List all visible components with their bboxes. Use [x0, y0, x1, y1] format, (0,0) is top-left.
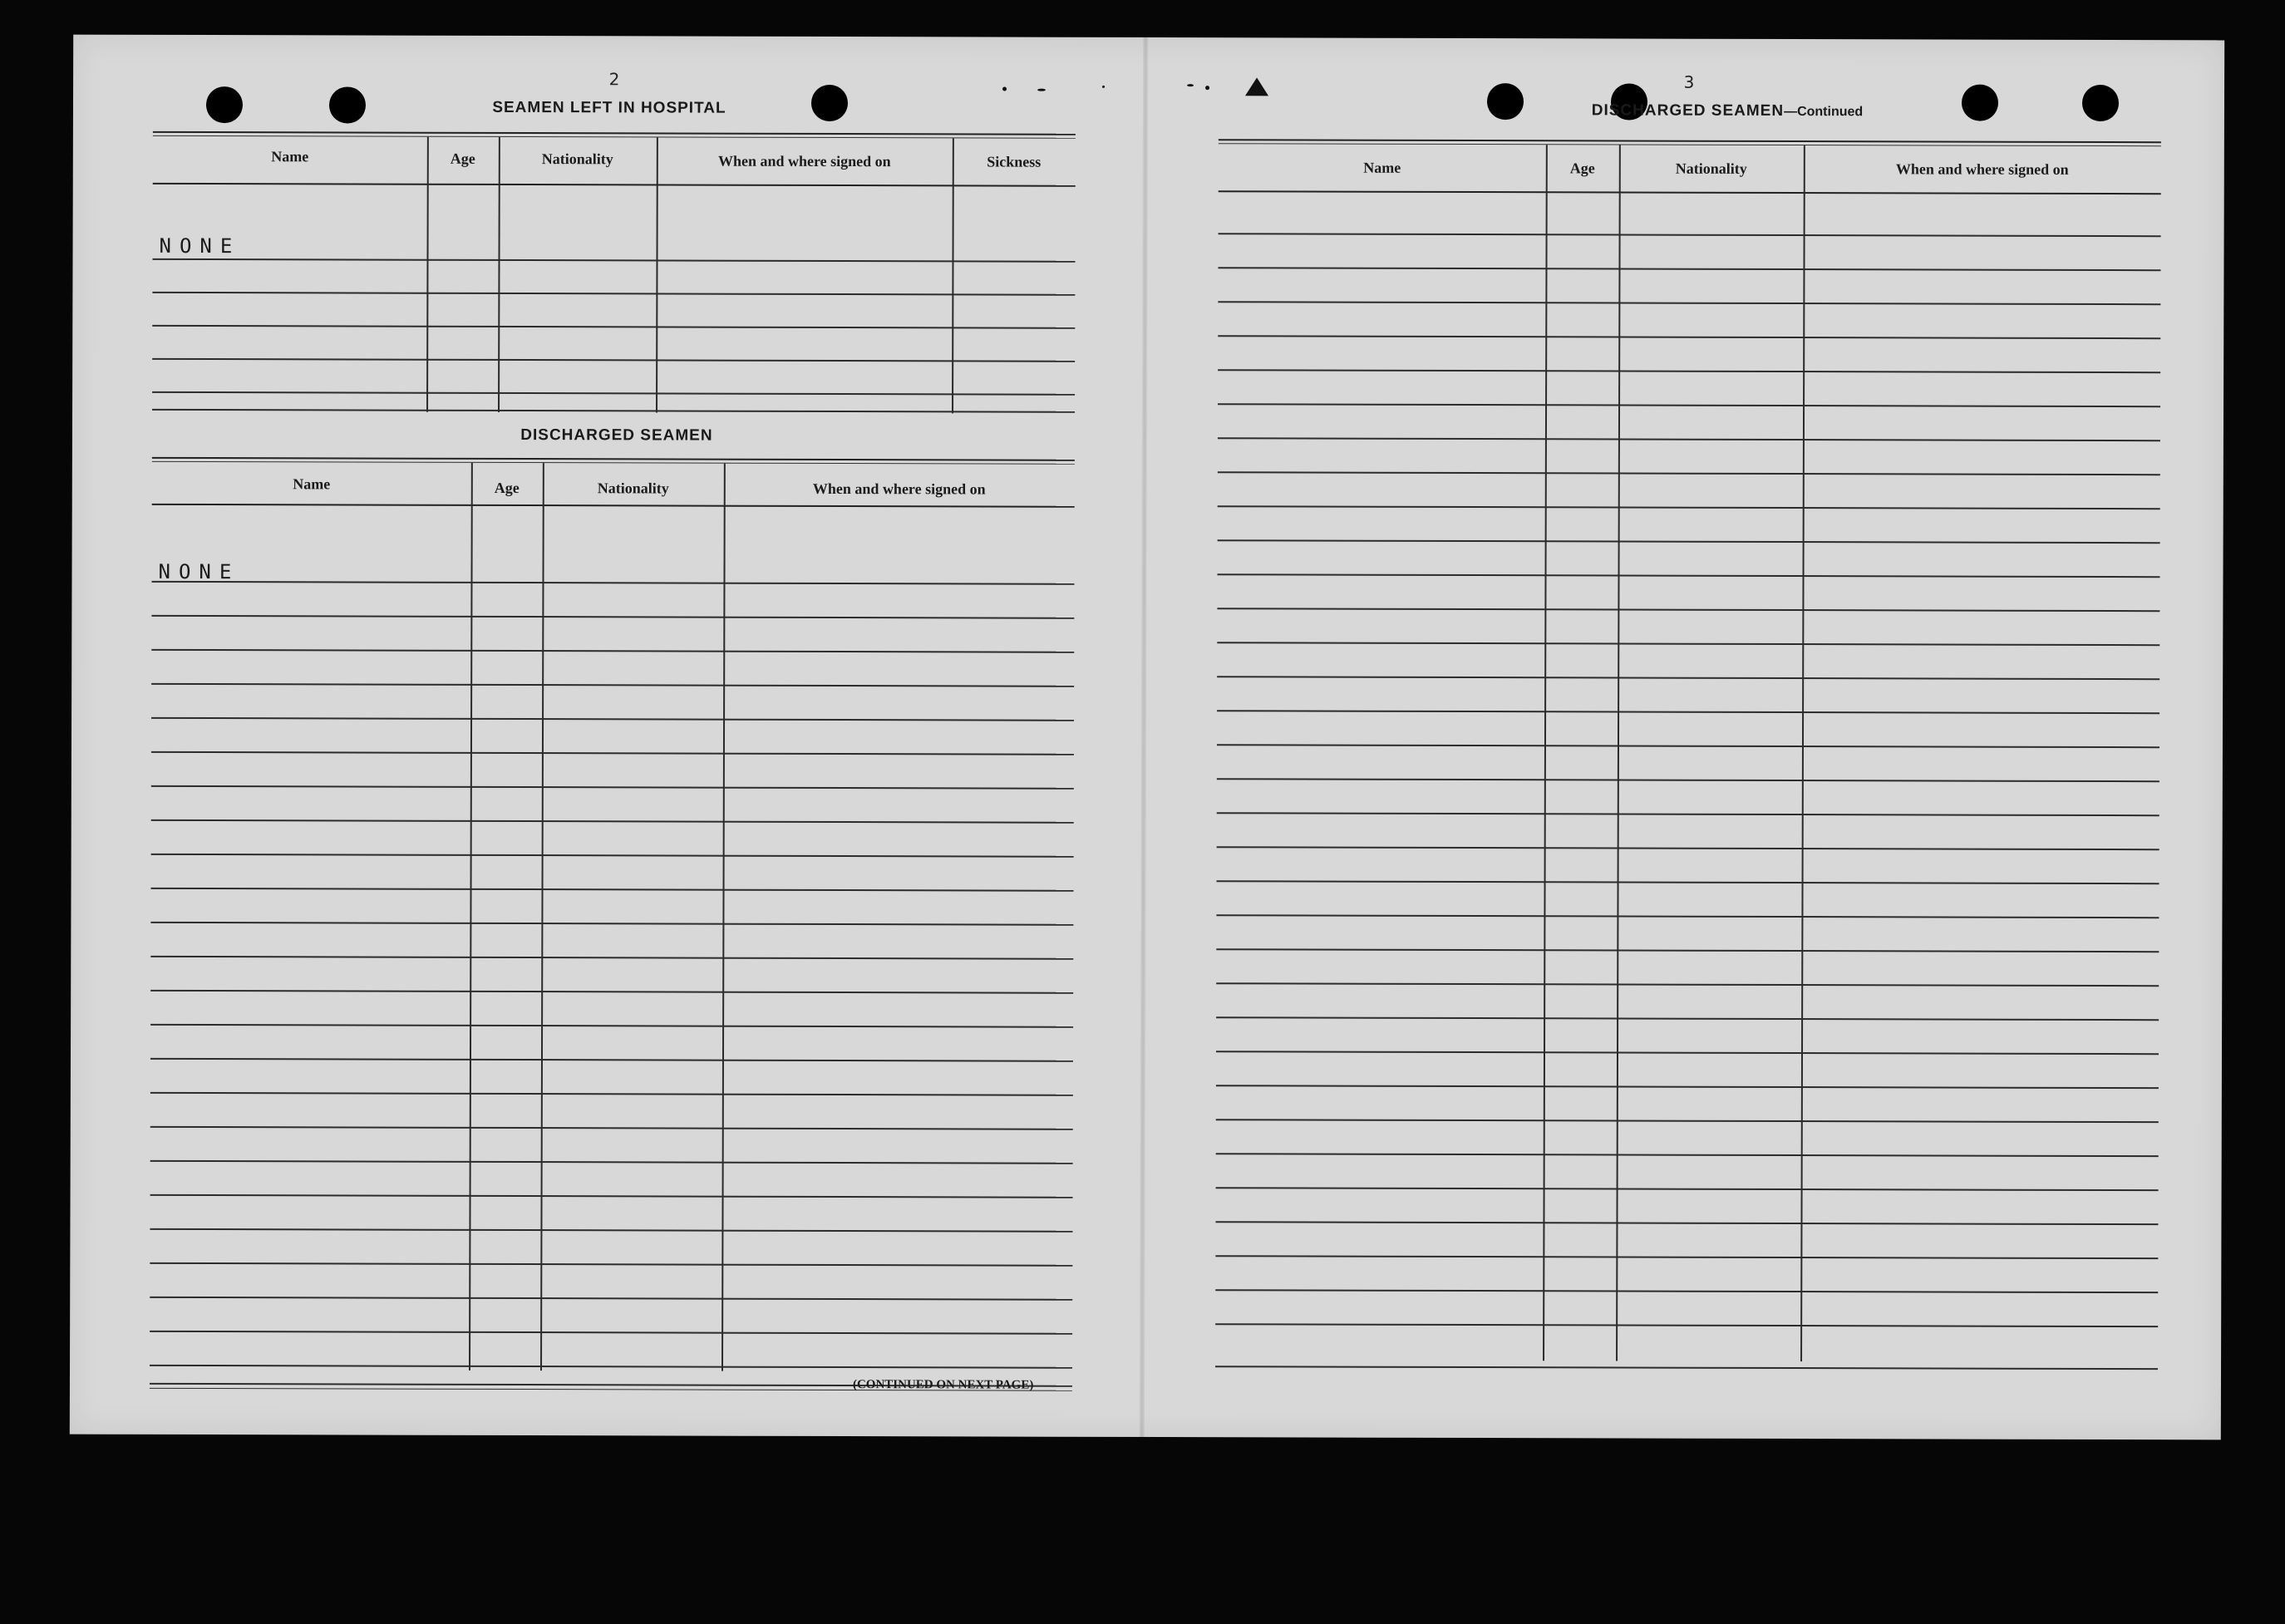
discharged-table [150, 457, 1075, 1415]
table-row [150, 1092, 1073, 1096]
table-row [1216, 1187, 2159, 1191]
table-row [1215, 1289, 2158, 1293]
table-row [1217, 812, 2159, 816]
column-header-age: Age [494, 479, 520, 497]
discharged-section-title: DISCHARGED SEAMEN [520, 426, 713, 445]
table-row [1218, 301, 2160, 305]
table-row [151, 683, 1074, 687]
column-header-nationality: Nationality [597, 480, 669, 497]
table-row [152, 325, 1075, 329]
continued-note: (CONTINUED ON NEXT PAGE) [852, 1378, 1034, 1392]
table-row [151, 785, 1074, 790]
column-header-nationality: Nationality [541, 150, 613, 168]
column-divider [469, 463, 473, 1371]
hospital-section-title: SEAMEN LEFT IN HOSPITAL [492, 98, 726, 117]
table-row [152, 358, 1075, 362]
ink-speck [1187, 84, 1194, 86]
column-header-signed-on: When and where signed on [717, 152, 891, 170]
punch-hole [2082, 85, 2119, 121]
column-header-age: Age [1569, 160, 1595, 177]
table-rule [153, 131, 1076, 135]
ink-mark [1245, 77, 1268, 96]
table-row [1217, 608, 2159, 612]
column-header-nationality: Nationality [1675, 160, 1747, 177]
table-row [1218, 437, 2160, 441]
ink-speck [1102, 86, 1105, 88]
table-row [152, 258, 1075, 263]
table-row [1216, 1119, 2159, 1123]
table-row [150, 990, 1073, 994]
title-continued: —Continued [1784, 105, 1864, 120]
ink-speck [1002, 87, 1007, 91]
table-row [151, 581, 1074, 585]
table-rule [153, 135, 1076, 139]
column-divider [426, 137, 429, 412]
table-row [151, 717, 1074, 721]
table-row [152, 409, 1075, 413]
table-row [1215, 1323, 2158, 1327]
hospital-table [152, 131, 1076, 450]
discharged-entry-name: NONE [158, 559, 240, 584]
table-row [152, 391, 1075, 396]
table-row [1216, 982, 2159, 987]
table-row [1215, 1255, 2158, 1259]
table-row [151, 751, 1074, 755]
discharged-continued-title [1544, 101, 1910, 121]
document-sheet [70, 35, 2224, 1440]
table-row [1218, 335, 2160, 339]
table-row [151, 888, 1074, 892]
table-row [150, 1024, 1073, 1028]
column-divider [952, 138, 954, 413]
column-divider [498, 137, 500, 412]
table-row [1217, 778, 2159, 782]
table-row [150, 922, 1073, 926]
punch-hole [206, 86, 243, 123]
table-row [151, 649, 1074, 653]
table-row [1217, 880, 2159, 884]
table-row [1217, 642, 2159, 646]
table-row [1216, 948, 2159, 952]
column-header-name: Name [293, 475, 331, 493]
ink-speck [1037, 89, 1046, 91]
table-row [1216, 1153, 2159, 1157]
table-row [1218, 573, 2160, 578]
table-row [150, 956, 1073, 960]
table-row [1216, 1016, 2159, 1021]
column-header-sickness: Sickness [987, 153, 1042, 170]
table-row [1218, 369, 2160, 373]
ink-speck [1205, 86, 1209, 90]
table-row [1218, 267, 2160, 271]
table-rule [1215, 1366, 2158, 1370]
table-rule [1219, 190, 2161, 194]
table-row [1218, 505, 2160, 509]
punch-hole [1487, 83, 1524, 120]
table-rule [152, 457, 1075, 461]
column-divider [1543, 145, 1548, 1361]
table-row [150, 1194, 1073, 1198]
column-divider [1616, 145, 1621, 1361]
table-row [1218, 471, 2160, 475]
table-row [1218, 539, 2160, 544]
table-row [151, 854, 1074, 858]
table-row [1216, 1051, 2159, 1055]
hospital-entry-name: NONE [159, 234, 241, 258]
column-divider [721, 464, 726, 1371]
table-row [1217, 710, 2159, 714]
table-row [150, 1262, 1072, 1267]
column-header-signed-on: When and where signed on [1895, 160, 2069, 178]
table-row [150, 1160, 1073, 1164]
table-row [1218, 403, 2160, 407]
table-row [150, 1365, 1072, 1369]
table-row [1217, 846, 2159, 850]
table-row [150, 1331, 1072, 1335]
table-row [1216, 1085, 2159, 1089]
table-row [1219, 233, 2161, 237]
punch-hole [811, 85, 848, 121]
table-rule [1219, 139, 2161, 143]
table-row [150, 1058, 1073, 1062]
page-number-left: 2 [608, 69, 620, 90]
table-row [151, 615, 1074, 619]
table-rule [1219, 143, 2161, 146]
page-number-right: 3 [1683, 71, 1695, 92]
column-header-name: Name [1363, 159, 1401, 176]
table-row [150, 1126, 1073, 1130]
column-header-age: Age [450, 150, 475, 167]
table-rule [153, 183, 1076, 187]
column-divider [1800, 145, 1805, 1361]
punch-hole [1962, 85, 1998, 121]
column-divider [540, 463, 544, 1371]
table-row [1216, 914, 2159, 918]
discharged-continued-table [1215, 139, 2161, 1405]
column-divider [656, 137, 658, 412]
title-main: DISCHARGED SEAMEN [1591, 101, 1785, 121]
center-fold [1140, 37, 1148, 1437]
table-row [1215, 1221, 2158, 1225]
table-rule [152, 504, 1075, 508]
table-row [1217, 676, 2159, 680]
table-row [150, 1228, 1072, 1233]
table-row [152, 292, 1075, 296]
table-row [1217, 744, 2159, 748]
punch-hole [329, 86, 366, 123]
table-rule [152, 461, 1075, 465]
column-header-signed-on: When and where signed on [812, 480, 986, 498]
table-row [151, 819, 1074, 824]
table-row [150, 1297, 1072, 1301]
column-header-name: Name [271, 148, 309, 165]
